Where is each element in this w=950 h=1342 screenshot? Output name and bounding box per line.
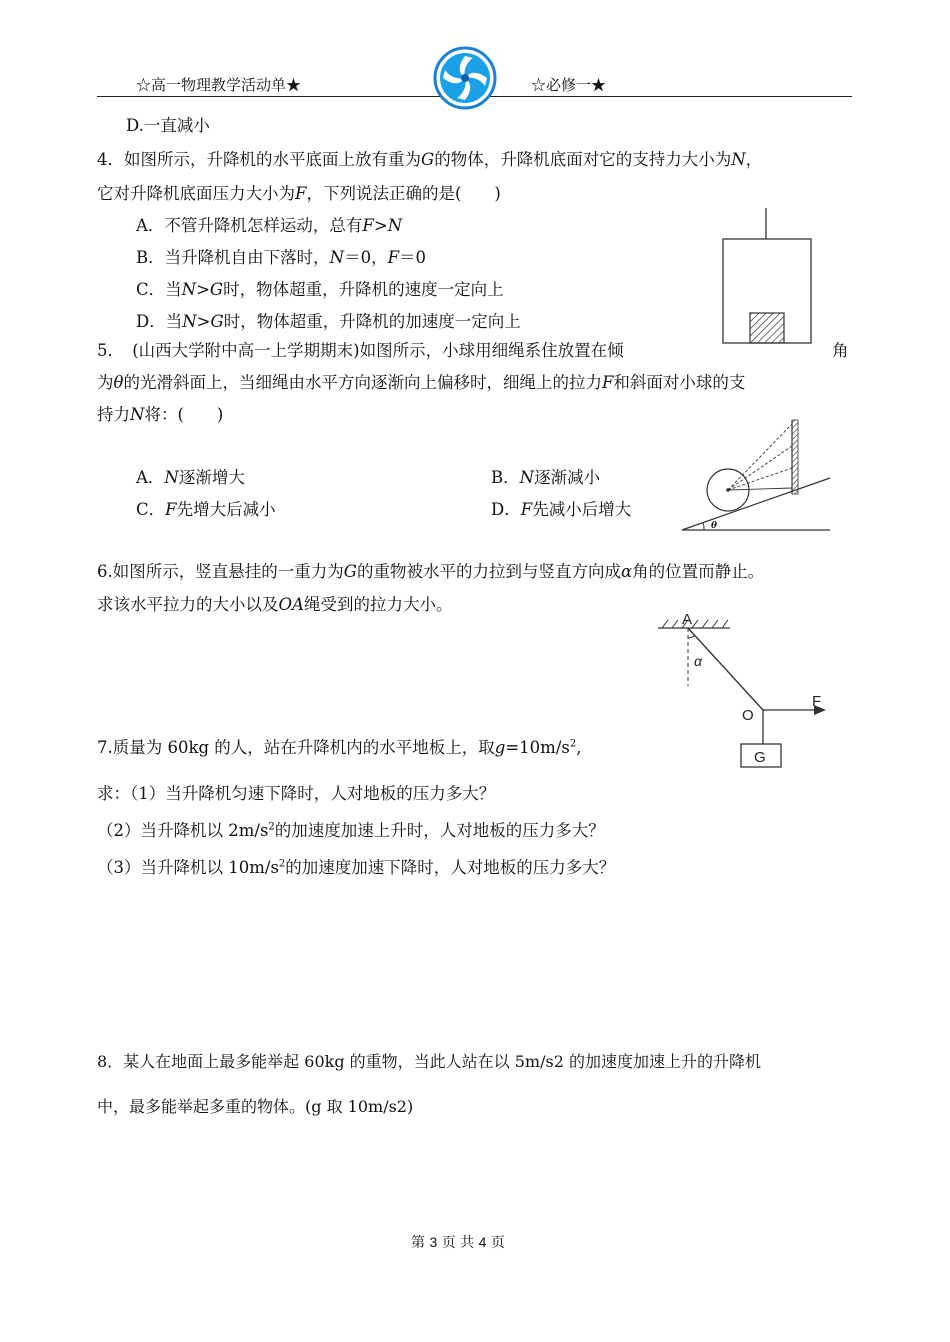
q5-option-d: D．F先减小后增大 [491,500,632,519]
q8-stem-line2: 中，最多能举起多重的物体。(g 取 10m/s2) [97,1097,414,1116]
rope-position-2 [728,446,792,490]
q4-option-d: D．当N>G时，物体超重，升降机的加速度一定向上 [136,312,521,331]
q5-option-c: C．F先增大后减小 [136,500,276,519]
q5-option-b: B．N逐渐减小 [491,468,601,487]
theta-label: θ [711,521,718,531]
school-logo-icon [433,46,497,110]
elevator-figure [718,205,818,347]
q6-stem-line1: 6.如图所示，竖直悬挂的一重力为G的重物被水平的力拉到与竖直方向成α角的位置而静止。 [97,562,765,581]
wall [792,420,798,494]
label-o: O [742,707,754,724]
q4-stem-line1: 4．如图所示，升降机的水平底面上放有重为G的物体，升降机底面对它的支持力大小为N， [97,150,763,169]
q5-stem-line1-end: 角 [832,341,849,360]
page-footer: 第 3 页 共 4 页 [411,1234,505,1251]
total-page-number: 4 [478,1234,487,1250]
q7-part2: （2）当升降机以 $2m/s^2$的加速度加速上升时，人对地板的压力多大？ [97,821,605,840]
q3-option-d: D.一直减小 [126,116,210,135]
q4-option-a: A．不管升降机怎样运动，总有F>N [136,216,403,235]
rope-oa [688,628,763,710]
block-object [750,313,784,343]
q7-part3: （3）当升降机以 $10m/s^2$的加速度加速下降时，人对地板的压力多大？ [97,858,616,877]
q4-option-b: B．当升降机自由下落时，N＝0，F＝0 [136,248,427,267]
current-page-number: 3 [429,1234,438,1250]
header-left-title: ☆高一物理教学活动单★ [136,76,302,94]
label-g: G [754,749,766,766]
q7-part1: 求：（1）当升降机匀速下降时，人对地板的压力多大？ [97,784,496,803]
label-f: F [812,693,822,710]
label-a: A [682,611,693,628]
q4-option-c: C．当N>G时，物体超重，升降机的速度一定向上 [136,280,504,299]
q5-option-a: A．N逐渐增大 [136,468,245,487]
q5-stem-line3: 持力N将：( ) [97,405,224,424]
incline-surface [682,478,830,530]
label-alpha: α [694,653,702,669]
q5-stem-line2: 为θ的光滑斜面上，当细绳由水平方向逐渐向上偏移时，细绳上的拉力F和斜面对小球的支 [97,373,746,392]
header-right-title: ☆必修一★ [531,76,607,94]
q8-stem-line1: 8．某人在地面上最多能举起 60kg 的重物，当此人站在以 5m/s2 的加速度加速上升的升降机 [97,1052,761,1071]
q6-stem-line2: 求该水平拉力的大小以及OA绳受到的拉力大小。 [97,595,453,614]
hanging-weight-figure [650,606,840,772]
incline-figure [678,412,838,536]
q5-stem-line1: 5． (山西大学附中高一上学期期末)如图所示，小球用细绳系住放置在倾 [97,341,624,360]
q4-stem-line2: 它对升降机底面压力大小为F，下列说法正确的是( ) [97,184,501,203]
q7-stem-line1: 7.质量为 60kg 的人，站在升降机内的水平地板上，取$g=10m/s^2$, [97,738,582,757]
